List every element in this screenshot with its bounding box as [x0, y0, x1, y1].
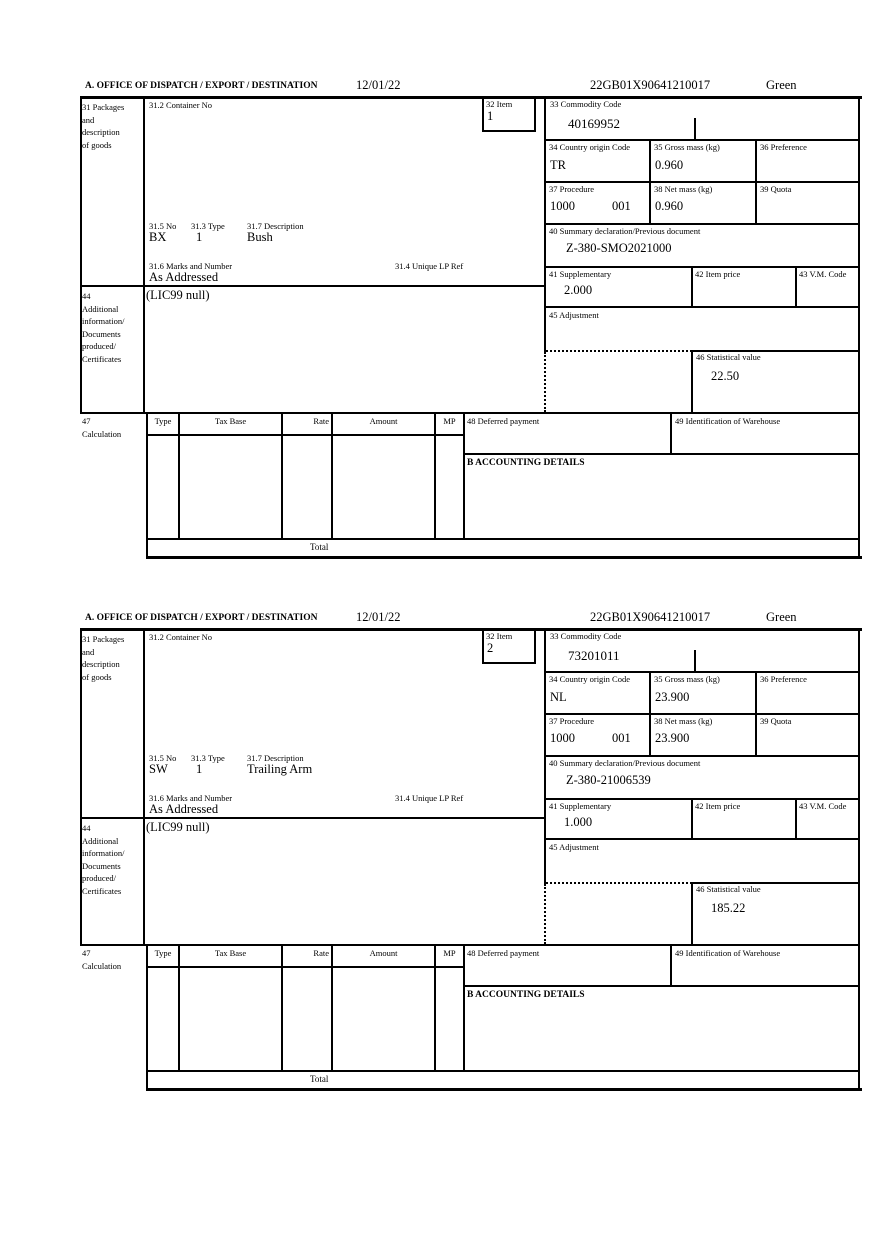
divider: [691, 350, 693, 414]
divider: [146, 556, 862, 559]
adjustment-label: 45 Adjustment: [549, 842, 599, 852]
box47-calculation-label: 47 Calculation: [82, 416, 122, 439]
divider: [146, 1088, 862, 1091]
divider: [146, 412, 148, 558]
package-type-value: 1: [196, 230, 203, 244]
gross-mass-value: 23.900: [655, 690, 690, 704]
deferred-payment-label: 48 Deferred payment: [467, 416, 540, 426]
procedure-label: 37 Procedure: [549, 184, 595, 194]
package-type-label: 31.3 Type: [191, 221, 225, 231]
country-origin-label: 34 Country origin Code: [549, 142, 630, 152]
divider: [670, 944, 672, 987]
dotted-divider: [544, 884, 546, 944]
office-of-dispatch-label: A. OFFICE OF DISPATCH / EXPORT / DESTINATION: [85, 81, 318, 91]
divider: [178, 944, 180, 1072]
divider: [544, 838, 860, 840]
package-type-label: 31.3 Type: [191, 753, 225, 763]
divider: [858, 628, 860, 1090]
divider: [80, 944, 860, 946]
divider: [434, 412, 436, 540]
deferred-payment-label: 48 Deferred payment: [467, 948, 540, 958]
divider: [795, 266, 797, 308]
net-mass-value: 23.900: [655, 731, 690, 745]
divider: [146, 538, 860, 540]
accounting-details-label: B ACCOUNTING DETAILS: [467, 990, 585, 1000]
previous-document-value: Z-380-21006539: [566, 773, 651, 787]
divider: [80, 817, 545, 819]
col-tax-base-header: Tax Base: [214, 416, 247, 426]
total-label: Total: [310, 542, 329, 552]
preference-label: 36 Preference: [760, 142, 807, 152]
box47-calculation-label: 47 Calculation: [82, 948, 122, 971]
gross-mass-value: 0.960: [655, 158, 684, 172]
divider: [463, 453, 860, 455]
declaration-date: 12/01/22: [356, 610, 401, 624]
divider: [649, 671, 651, 757]
divider: [80, 285, 545, 287]
divider: [795, 798, 797, 840]
package-type-value: 1: [196, 762, 203, 776]
divider: [281, 412, 283, 540]
commodity-code-subdivision-tick: [694, 650, 696, 671]
additional-info-value: (LIC99 null): [146, 288, 210, 302]
col-type-header: Type: [154, 948, 172, 958]
gross-mass-label: 35 Gross mass (kg): [654, 142, 720, 152]
statistical-value: 22.50: [711, 369, 740, 383]
commodity-code-value: 73201011: [568, 648, 620, 663]
divider: [544, 306, 860, 308]
preference-label: 36 Preference: [760, 674, 807, 684]
dotted-divider: [546, 350, 692, 352]
divider: [649, 139, 651, 225]
divider: [80, 412, 860, 414]
divider: [80, 628, 862, 631]
divider: [544, 266, 860, 268]
routing-status: Green: [766, 610, 797, 624]
quota-label: 39 Quota: [760, 184, 792, 194]
commodity-code-label: 33 Commodity Code: [550, 99, 622, 109]
item-number-label: 32 Item: [486, 631, 513, 641]
divider: [146, 944, 148, 1090]
summary-declaration-label: 40 Summary declaration/Previous document: [549, 758, 701, 768]
divider: [146, 966, 465, 968]
package-no-label: 31.5 No: [149, 221, 177, 231]
box31-packages-label: 31 Packages and description of goods: [82, 634, 125, 682]
divider: [143, 628, 145, 946]
marks-label: 31.6 Marks and Number: [149, 793, 233, 803]
divider: [755, 139, 757, 225]
adjustment-label: 45 Adjustment: [549, 310, 599, 320]
unique-lp-ref-label: 31.4 Unique LP Ref: [395, 261, 464, 271]
item-price-label: 42 Item price: [695, 269, 741, 279]
country-origin-label: 34 Country origin Code: [549, 674, 630, 684]
summary-declaration-label: 40 Summary declaration/Previous document: [549, 226, 701, 236]
warehouse-id-label: 49 Identification of Warehouse: [675, 416, 781, 426]
col-amount-header: Amount: [369, 416, 398, 426]
procedure-value-2: 001: [612, 199, 631, 213]
divider: [281, 944, 283, 1072]
accounting-details-label: B ACCOUNTING DETAILS: [467, 458, 585, 468]
divider: [544, 713, 860, 715]
divider: [80, 96, 862, 99]
divider: [691, 798, 693, 840]
additional-info-value: (LIC99 null): [146, 820, 210, 834]
package-code-value: SW: [149, 762, 168, 776]
supplementary-value: 1.000: [564, 815, 593, 829]
supplementary-value: 2.000: [564, 283, 593, 297]
divider: [544, 671, 860, 673]
divider: [146, 1070, 860, 1072]
item-price-label: 42 Item price: [695, 801, 741, 811]
warehouse-id-label: 49 Identification of Warehouse: [675, 948, 781, 958]
divider: [463, 985, 860, 987]
vm-code-label: 43 V.M. Code: [799, 269, 847, 279]
description-label: 31.7 Description: [247, 753, 304, 763]
divider: [544, 139, 860, 141]
country-origin-value: TR: [550, 158, 566, 172]
commodity-code-subdivision-tick: [694, 118, 696, 139]
divider: [434, 944, 436, 1072]
statistical-value-label: 46 Statistical value: [696, 352, 761, 362]
divider: [143, 96, 145, 414]
divider: [755, 671, 757, 757]
procedure-value-2: 001: [612, 731, 631, 745]
item-number-value: 2: [487, 641, 494, 655]
marks-value: As Addressed: [149, 270, 219, 284]
container-no-label: 31.2 Container No: [149, 100, 213, 110]
divider: [691, 266, 693, 308]
divider: [146, 434, 465, 436]
divider: [463, 412, 465, 540]
gross-mass-label: 35 Gross mass (kg): [654, 674, 720, 684]
dotted-divider: [544, 352, 546, 412]
net-mass-label: 38 Net mass (kg): [654, 716, 713, 726]
container-no-label: 31.2 Container No: [149, 632, 213, 642]
item-number-label: 32 Item: [486, 99, 513, 109]
divider: [463, 944, 465, 1072]
supplementary-label: 41 Supplementary: [549, 269, 612, 279]
procedure-value: 1000: [550, 731, 575, 745]
col-mp-header: MP: [443, 948, 456, 958]
divider: [331, 412, 333, 540]
description-value: Trailing Arm: [247, 762, 313, 776]
marks-label: 31.6 Marks and Number: [149, 261, 233, 271]
quota-label: 39 Quota: [760, 716, 792, 726]
divider: [544, 181, 860, 183]
declaration-reference: 22GB01X90641210017: [590, 610, 711, 624]
declaration-item-block-2: [0, 610, 882, 1092]
divider: [331, 944, 333, 1072]
col-tax-base-header: Tax Base: [214, 948, 247, 958]
col-rate-header: Rate: [313, 948, 329, 958]
col-mp-header: MP: [443, 416, 456, 426]
declaration-date: 12/01/22: [356, 78, 401, 92]
procedure-value: 1000: [550, 199, 575, 213]
box44-additional-label: 44 Additional information/ Documents produced/ Certificates: [82, 823, 125, 896]
net-mass-value: 0.960: [655, 199, 684, 213]
unique-lp-ref-label: 31.4 Unique LP Ref: [395, 793, 464, 803]
net-mass-label: 38 Net mass (kg): [654, 184, 713, 194]
vm-code-label: 43 V.M. Code: [799, 801, 847, 811]
divider: [691, 882, 693, 946]
office-of-dispatch-label: A. OFFICE OF DISPATCH / EXPORT / DESTINATION: [85, 613, 318, 623]
routing-status: Green: [766, 78, 797, 92]
box31-packages-label: 31 Packages and description of goods: [82, 102, 125, 150]
divider: [670, 412, 672, 455]
box44-additional-label: 44 Additional information/ Documents produced/ Certificates: [82, 291, 125, 364]
col-amount-header: Amount: [369, 948, 398, 958]
marks-value: As Addressed: [149, 802, 219, 816]
previous-document-value: Z-380-SMO2021000: [566, 241, 672, 255]
declaration-item-block-1: [0, 78, 882, 560]
package-code-value: BX: [149, 230, 167, 244]
divider: [178, 412, 180, 540]
divider: [544, 223, 860, 225]
col-type-header: Type: [154, 416, 172, 426]
statistical-value-label: 46 Statistical value: [696, 884, 761, 894]
dotted-divider: [546, 882, 692, 884]
item-number-value: 1: [487, 109, 494, 123]
col-rate-header: Rate: [313, 416, 329, 426]
country-origin-value: NL: [550, 690, 567, 704]
commodity-code-label: 33 Commodity Code: [550, 631, 622, 641]
description-value: Bush: [247, 230, 273, 244]
procedure-label: 37 Procedure: [549, 716, 595, 726]
package-no-label: 31.5 No: [149, 753, 177, 763]
description-label: 31.7 Description: [247, 221, 304, 231]
statistical-value: 185.22: [711, 901, 746, 915]
commodity-code-value: 40169952: [568, 116, 620, 131]
declaration-reference: 22GB01X90641210017: [590, 78, 711, 92]
divider: [544, 755, 860, 757]
divider: [544, 798, 860, 800]
supplementary-label: 41 Supplementary: [549, 801, 612, 811]
divider: [858, 96, 860, 558]
total-label: Total: [310, 1074, 329, 1084]
